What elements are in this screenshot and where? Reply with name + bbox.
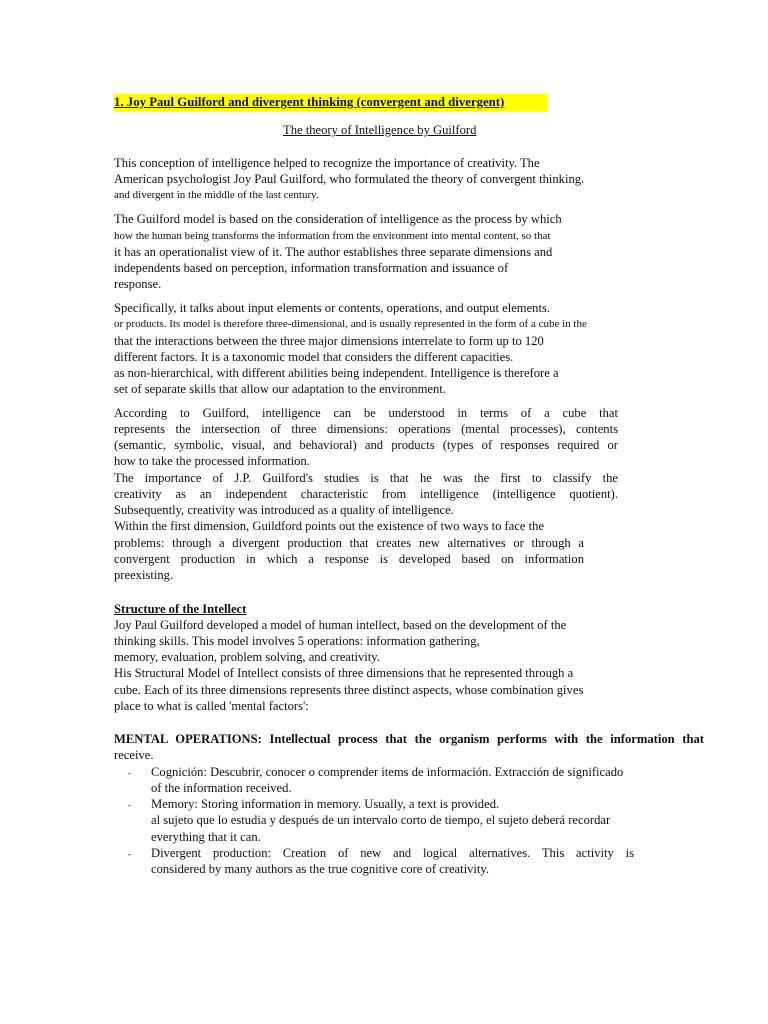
document-title: 1. Joy Paul Guilford and divergent thinking (convergent and divergent) bbox=[114, 94, 547, 111]
paragraph-6-line-4: preexisting. bbox=[114, 568, 174, 582]
paragraph-7-line-2: thinking skills. This model involves 5 operations: information gathering, bbox=[114, 634, 480, 648]
bullet-2-line-3: everything that it can. bbox=[151, 830, 261, 844]
paragraph-4-line-2: represents the intersection of three dimensions: operations (mental processes), contents bbox=[114, 422, 618, 436]
paragraph-6-line-1: Within the first dimension, Guildford points out the existence of two ways to face the bbox=[114, 519, 545, 533]
bullet-marker: - bbox=[128, 768, 131, 778]
paragraph-7-line-5: cube. Each of its three dimensions represents three distinct aspects, whose combination gives bbox=[114, 683, 584, 697]
paragraph-5-line-1: The importance of J.P. Guilford's studies is that he was the first to classify the bbox=[114, 471, 618, 485]
bullet-1-line-1: Cognición: Descubrir, conocer o comprender ítems de información. Extracción de significado bbox=[151, 765, 624, 779]
paragraph-1-line-2: American psychologist Joy Paul Guilford, who formulated the theory of convergent thinking. bbox=[114, 172, 585, 186]
paragraph-4-line-3: (semantic, symbolic, visual, and behavioral) and products (types of responses required or bbox=[114, 438, 618, 452]
paragraph-4-line-4: how to take the processed information. bbox=[114, 454, 310, 468]
document-subtitle: The theory of Intelligence by Guilford bbox=[283, 123, 477, 137]
paragraph-7-line-3: memory, evaluation, problem solving, and creativity. bbox=[114, 650, 380, 664]
paragraph-3-line-3: that the interactions between the three major dimensions interrelate to form up to 120 bbox=[114, 334, 544, 348]
mental-operations-heading: MENTAL OPERATIONS: Intellectual process that the organism performs with the information that bbox=[114, 732, 704, 746]
paragraph-2-line-4: independents based on perception, information transformation and issuance of bbox=[114, 261, 509, 275]
paragraph-3-line-5: as non-hierarchical, with different abilities being independent. Intelligence is therefore a bbox=[114, 366, 559, 380]
paragraph-5-line-3: Subsequently, creativity was introduced as a quality of intelligence. bbox=[114, 503, 454, 517]
paragraph-3-line-6: set of separate skills that allow our adaptation to the environment. bbox=[114, 382, 446, 396]
paragraph-2-line-1: The Guilford model is based on the consideration of intelligence as the process by which bbox=[114, 212, 562, 226]
paragraph-3-line-2: or products. Its model is therefore three-dimensional, and is usually represented in the form of a cube in the bbox=[114, 318, 587, 330]
paragraph-3-line-4: different factors. It is a taxonomic model that considers the different capacities. bbox=[114, 350, 514, 364]
paragraph-2-line-3: it has an operationalist view of it. The author establishes three separate dimensions and bbox=[114, 245, 553, 259]
paragraph-6-line-2: problems: through a divergent production that creates new alternatives or through a bbox=[114, 536, 584, 550]
paragraph-7-line-6: place to what is called 'mental factors': bbox=[114, 699, 309, 713]
bullet-2-line-1: Memory: Storing information in memory. Usually, a text is provided. bbox=[151, 797, 500, 811]
paragraph-6-line-3: convergent production in which a response is developed based on information bbox=[114, 552, 584, 566]
mental-operations-tail: receive. bbox=[114, 748, 154, 762]
section-heading: Structure of the Intellect bbox=[114, 602, 247, 616]
paragraph-5-line-2: creativity as an independent characteristic from intelligence (intelligence quotient). bbox=[114, 487, 618, 501]
bullet-3-line-2: considered by many authors as the true cognitive core of creativity. bbox=[151, 862, 490, 876]
paragraph-1-line-1: This conception of intelligence helped to recognize the importance of creativity. The bbox=[114, 156, 540, 170]
bullet-1-line-2: of the information received. bbox=[151, 781, 292, 795]
paragraph-1-line-3: and divergent in the middle of the last century. bbox=[114, 189, 319, 201]
bullet-3-line-1: Divergent production: Creation of new and logical alternatives. This activity is bbox=[151, 846, 634, 860]
paragraph-2-line-5: response. bbox=[114, 277, 162, 291]
paragraph-7-line-4: His Structural Model of Intellect consists of three dimensions that he represented through a bbox=[114, 666, 574, 680]
bullet-2-line-2: al sujeto que lo estudia y después de un intervalo corto de tiempo, el sujeto deberá recordar bbox=[151, 813, 611, 827]
bullet-marker: - bbox=[128, 849, 131, 859]
bullet-marker: - bbox=[128, 800, 131, 810]
paragraph-3-line-1: Specifically, it talks about input elements or contents, operations, and output elements. bbox=[114, 301, 551, 315]
paragraph-4-line-1: According to Guilford, intelligence can be understood in terms of a cube that bbox=[114, 406, 618, 420]
paragraph-2-line-2: how the human being transforms the information from the environment into mental content, so that bbox=[114, 230, 551, 242]
paragraph-7-line-1: Joy Paul Guilford developed a model of human intellect, based on the development of the bbox=[114, 618, 567, 632]
